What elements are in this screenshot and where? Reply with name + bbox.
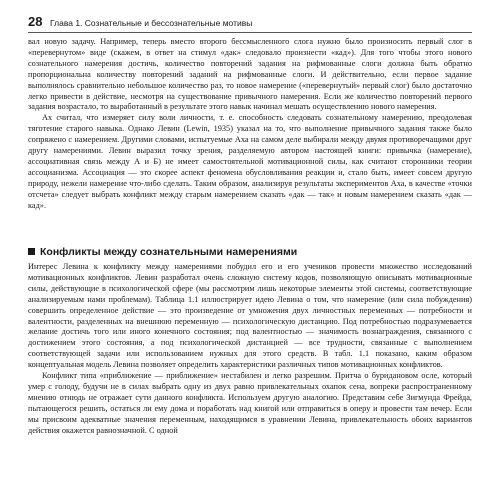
running-head: Глава 1. Сознательные и бессознательные мотивы: [50, 18, 253, 28]
section-title: Конфликты между сознательными намерениями: [40, 246, 298, 258]
section-heading: [28, 245, 472, 259]
paragraph: Интерес Левина к конфликту между намерениями побудил его и его учеников провести множество исследований мотивационных конфликтов. Левин разработал очень сложную систему кодов, позволяющую описывать мотивационные силы, действующие в психологической сфере (мы рассмотрим лишь некоторые элементы этой системы, соответствующие анализируемым нами проблемам). Таблица 1.1 иллюстрирует идею Левина о том, что намерение (или сила побуждения) совершить определенное действие — это произведение от умножения двух личностных переменных — потребности и валентности, разделенных на внешнюю переменную — психологическую дистанцию. Под потребностью подразумевается желание достичь того или иного конечного состояния; под валентностью — значимость вознаграждения, связанного с достижением этого состояния, а под психологической дистанцией — все трудности, связанные с выполнением соответствующей задачи или использованием нужных для этого средств. В табл. 1.1 показано, каким образом концептуальная модель Левина позволяет определить характеристики различных типов мотивационных конфликтов.: [28, 262, 472, 370]
body-text-bottom: [28, 262, 472, 437]
page-number: 28: [28, 14, 43, 29]
paragraph: Конфликт типа «приближение — приближение» нестабилен и легко разрешим. Притча о буридановом осле, который умер с голоду, будучи не в силах выбрать одну из двух равно привлекательных охапок сена, вопреки распространенному мнению отнюдь не отражает сути данного конфликта. Используем другую аналогию. Представим себе Зигмунда Фрейда, пытающегося решить, остаться ли ему дома и поработать над книгой или отправиться в оперу и провести там вечер. Если мы присвоим адекватные значения переменным, находящимся в уравнении Левина, привлекательность обоих вариантов действия окажется равнозначной. С одной: [28, 371, 472, 435]
body-text-top: [28, 37, 472, 212]
page-header: [28, 14, 472, 33]
square-bullet-icon: [28, 248, 35, 255]
paragraph: Ах считал, что измеряет силу воли личности, т. е. способность следовать сознательному намерению, преодолевая тяготение старого навыка. Однако Левин (Lewin, 1935) указал на то, что выполнение привычного задания также было сопряжено с намерением. Другими словами, испытуемые Аха на самом деле выбирали между двумя противоречащими друг другу намерениями. Левин выразил точку зрения, разделяемую автором настоящей книги: привычка (намерение), ассоциативная связь между А и Б) не имеет самостоятельной мотивационной силы, как считают сторонники теории ассоцианизма. Ассоциация — это скорее аспект феномена обусловливания реакции и, стало быть, имеет совсем другую природу, нежели намерение что-либо сделать. Таким образом, анализируя результаты экспериментов Аха, в качестве «точки отсчета» следует выбрать конфликт между старым намерением сказать «дак — так» и новым намерением сказать «дак — кад».: [28, 113, 472, 210]
paragraph: вал новую задачу. Например, теперь вместо второго бессмысленного слога нужно было произносить первый слог в «перевернутом» виде (скажем, в ответ на стимул «дак» следовало произнести «кад»). Для того чтобы этого нового сознательного намерения достичь, количество повторений задания на рифмованные слоги должна быть обратно пропорциональна количеству повторений заданий на рифмованные слоги. И действительно, если первое задание выполнялось сравнительно небольшое количество раз, то новое намерение («перевернутый» первый слог) было достаточно легко привести в действие, несмотря на существование привычного намерения. Если же количество повторений первого задания возрастало, то выработанный в результате этого навык начинал мешать осуществлению нового намерения.: [28, 37, 472, 112]
